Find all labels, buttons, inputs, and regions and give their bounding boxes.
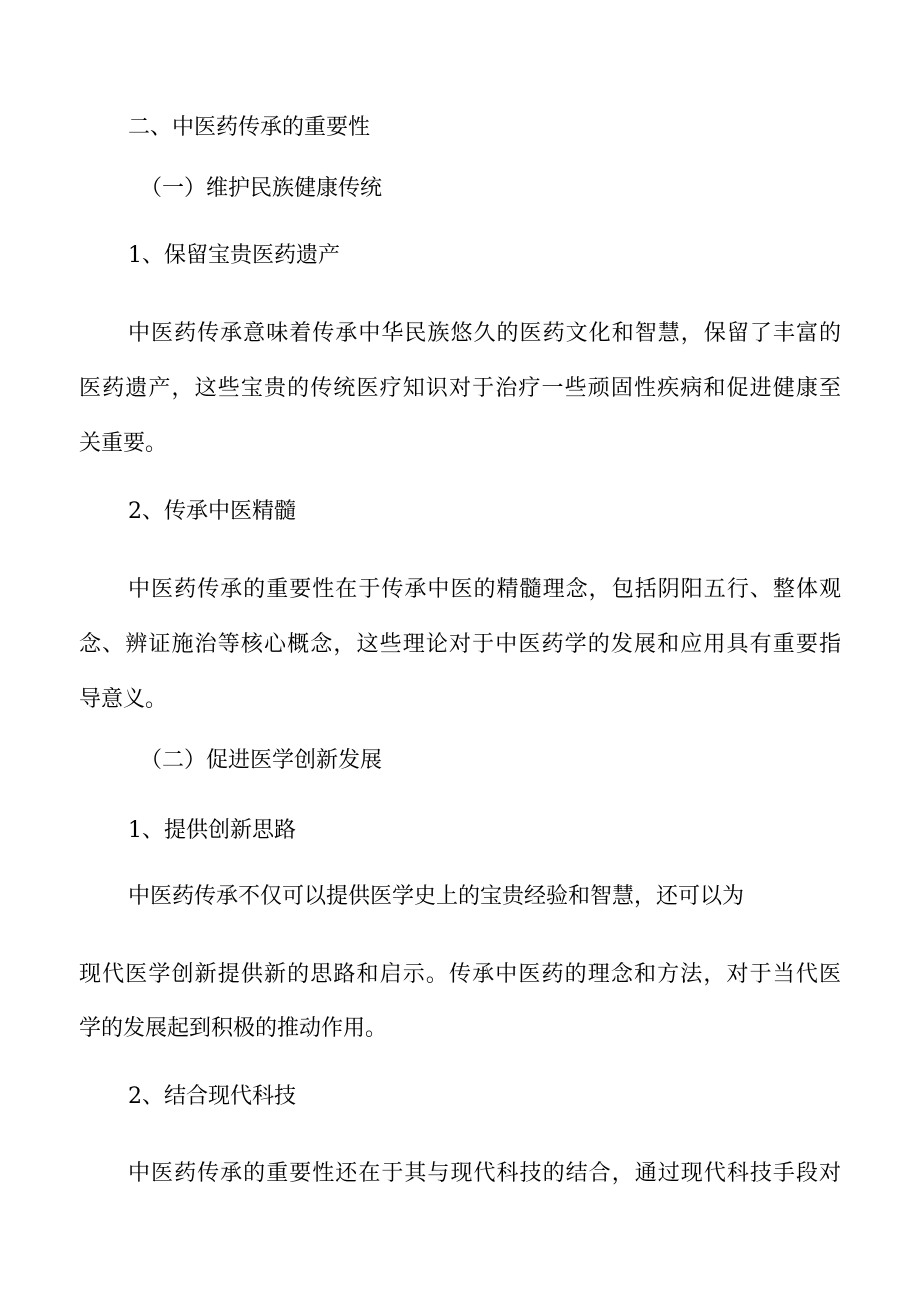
item-heading-2-2: 2、结合现代科技 (128, 1084, 296, 1109)
paragraph-line: 医药遗产，这些宝贵的传统医疗知识对于治疗一些顽固性疾病和促进健康至 (79, 376, 841, 401)
paragraph-line: 中医药传承的重要性在于传承中医的精髓理念，包括阴阳五行、整体观 (128, 577, 841, 602)
paragraph-line: 现代医学创新提供新的思路和启示。传承中医药的理念和方法，对于当代医 (79, 962, 841, 987)
item-heading-1-2: 2、传承中医精髓 (128, 499, 296, 524)
item-heading-2-1: 1、提供创新思路 (128, 818, 296, 843)
paragraph-line: 念、辨证施治等核心概念，这些理论对于中医药学的发展和应用具有重要指 (79, 632, 841, 657)
paragraph-line: 关重要。 (79, 431, 168, 456)
subsection-heading-2: （二）促进医学创新发展 (140, 748, 383, 773)
paragraph-line: 中医药传承意味着传承中华民族悠久的医药文化和智慧，保留了丰富的 (128, 321, 841, 346)
paragraph-line: 中医药传承的重要性还在于其与现代科技的结合，通过现代科技手段对 (128, 1161, 841, 1186)
item-heading-1-1: 1、保留宝贵医药遗产 (128, 243, 340, 268)
paragraph-line: 学的发展起到积极的推动作用。 (79, 1016, 388, 1041)
paragraph-line: 导意义。 (79, 687, 168, 712)
paragraph-line: 中医药传承不仅可以提供医学史上的宝贵经验和智慧，还可以为 (128, 884, 745, 909)
section-title: 二、中医药传承的重要性 (128, 115, 371, 140)
subsection-heading-1: （一）维护民族健康传统 (140, 176, 383, 201)
